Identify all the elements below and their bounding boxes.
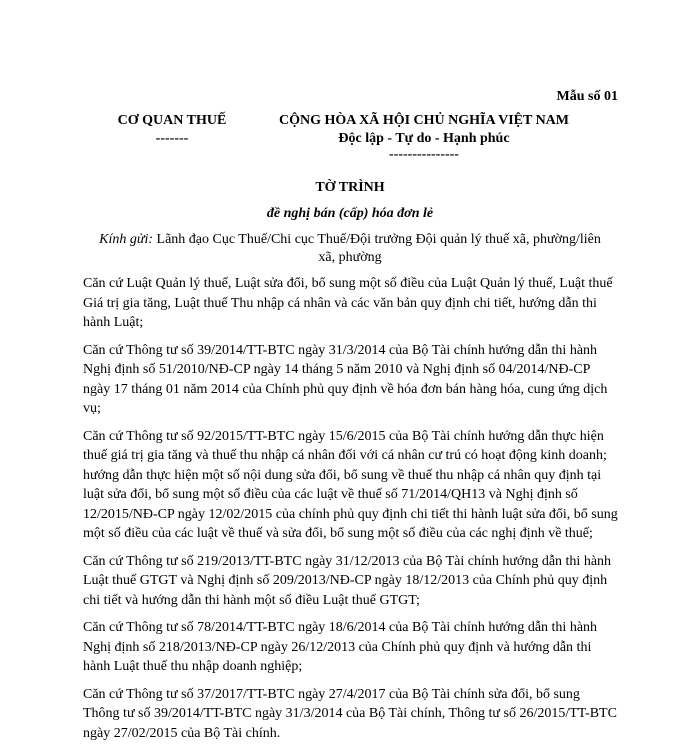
form-number: Mẫu số 01: [556, 89, 618, 104]
agency-name: CƠ QUAN THUẾ: [117, 113, 227, 128]
document-body: [83, 274, 618, 751]
legal-basis-paragraph: Căn cứ Luật Quản lý thuế, Luật sửa đổi, bổ sung một số điều của Luật Quản lý thuế, Luật thuế Giá trị gia tăng, Luật thuế Thu nhập cá nhân và các văn bản quy định chi tiết, hướng dẫn thi hành Luật;: [83, 276, 613, 330]
legal-basis-paragraph: Căn cứ Thông tư số 219/2013/TT-BTC ngày 31/12/2013 của Bộ Tài chính hướng dẫn thi hành Luật thuế GTGT và Nghị định số 209/2013/NĐ-CP ngày 18/12/2013 của Chính phủ quy định chi tiết và hướng dẫn thi hành một số điều Luật thuế GTGT;: [83, 553, 612, 608]
document-subtitle: đề nghị bán (cấp) hóa đơn lẻ: [266, 206, 434, 221]
nation-block: [268, 113, 580, 163]
recipient-text: Lãnh đạo Cục Thuế/Chi cục Thuế/Đội trưởng Đội quản lý thuế xã, phường/liên xã, phường: [156, 232, 601, 265]
recipient-line: [90, 231, 610, 267]
agency-block: [106, 113, 238, 147]
nation-underline: ---------------: [389, 147, 459, 162]
legal-basis-paragraph: Căn cứ Thông tư số 78/2014/TT-BTC ngày 18/6/2014 của Bộ Tài chính hướng dẫn thi hành Nghị định số 218/2013/NĐ-CP ngày 26/12/2013 của Chính phủ quy định và hướng dẫn thi hành Luật thuế thu nhập doanh nghiệp;: [83, 620, 598, 674]
nation-name: CỘNG HÒA XÃ HỘI CHỦ NGHĨA VIỆT NAM: [278, 113, 569, 128]
legal-basis-paragraph: Căn cứ Thông tư số 39/2014/TT-BTC ngày 31/3/2014 của Bộ Tài chính hướng dẫn thi hành Nghị định số 51/2010/NĐ-CP ngày 14 tháng 5 năm 2010 và Nghị định số 04/2014/NĐ-CP ngày 17 tháng 01 năm 2014 của Chính phủ quy định về hóa đơn bán hàng hóa, cung ứng dịch vụ;: [83, 342, 608, 416]
document-title: TỜ TRÌNH: [315, 180, 385, 195]
agency-underline: -------: [155, 131, 189, 146]
legal-basis-paragraph: Căn cứ Thông tư số 37/2017/TT-BTC ngày 27/4/2017 của Bộ Tài chính sửa đổi, bổ sung Thông tư số 39/2014/TT-BTC ngày 31/3/2014 của Bộ Tài chính, Thông tư số 26/2015/TT-BTC ngày 27/02/2015 của Bộ Tài chính.: [83, 686, 617, 741]
recipient-label: Kính gửi:: [99, 232, 154, 247]
nation-motto: Độc lập - Tự do - Hạnh phúc: [338, 131, 510, 146]
document-header: [0, 113, 700, 163]
legal-basis-paragraph: Căn cứ Thông tư số 92/2015/TT-BTC ngày 15/6/2015 của Bộ Tài chính hướng dẫn thực hiện thuế giá trị gia tăng và thuế thu nhập cá nhân đối với cá nhân cư trú có hoạt động kinh doanh; hướng dẫn thực hiện một số nội dung sửa đổi, bổ sung về thuế thu nhập cá nhân quy định tại luật sửa đổi, bổ sung một số điều của các luật về thuế số 71/2014/QH13 và Nghị định số 12/2015/NĐ-CP ngày 12/02/2015 của chính phủ quy định chi tiết thi hành luật sửa đổi, bổ sung một số điều của các luật về thuế và sửa đổi, bổ sung một số điều của các nghị định về thuế;: [83, 428, 618, 541]
